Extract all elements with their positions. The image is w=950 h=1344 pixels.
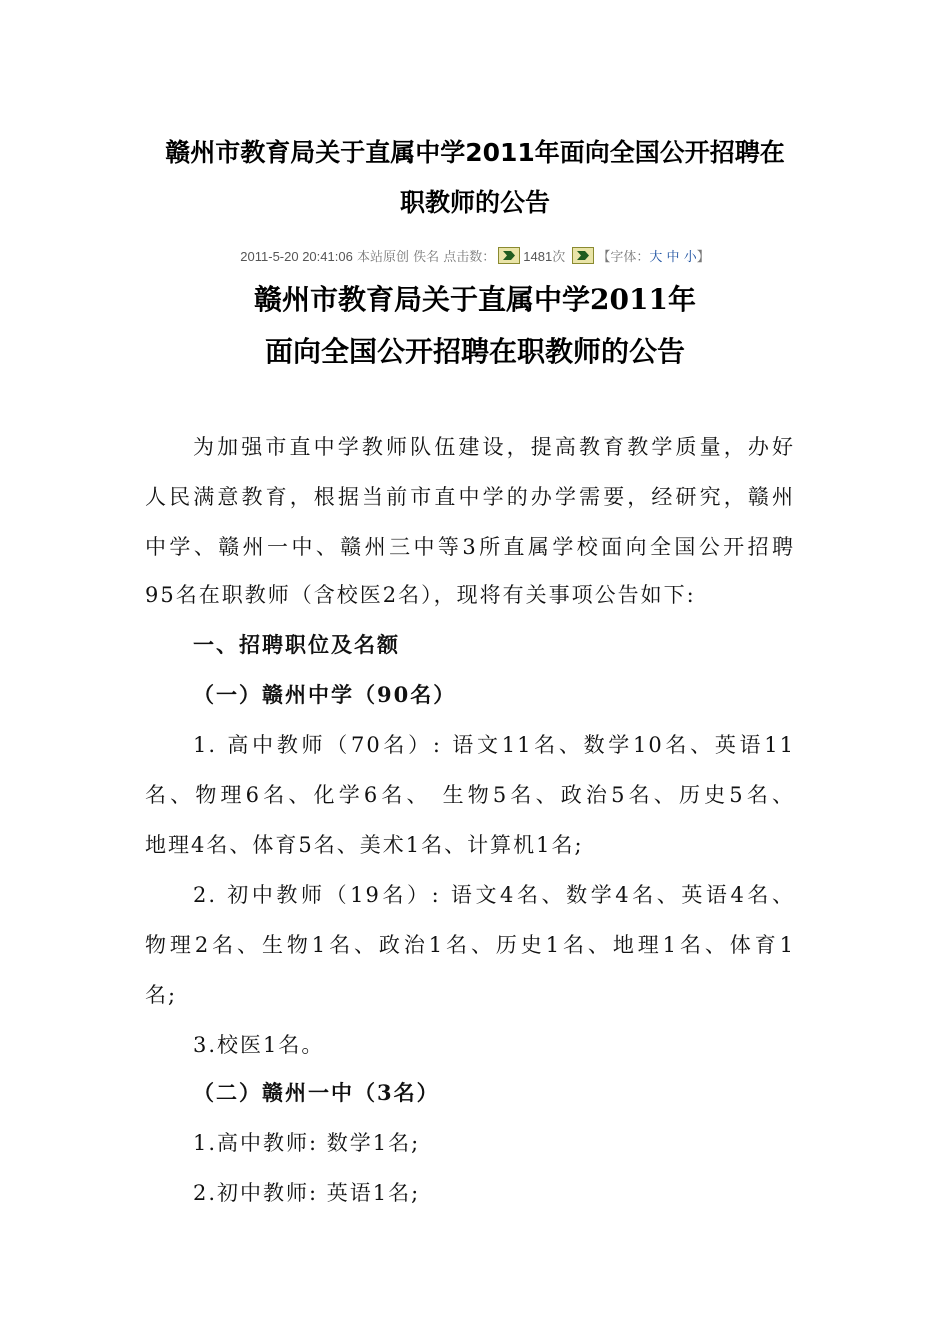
junior-teachers-line-3: 名; bbox=[145, 983, 178, 1007]
publish-datetime: 2011-5-20 20:41:06 bbox=[240, 249, 353, 264]
page-title-line-1: 赣州市教育局关于直属中学2011年面向全国公开招聘在 bbox=[165, 138, 785, 167]
hit-counter-icon bbox=[498, 247, 520, 264]
document-heading-line-1: 赣州市教育局关于直属中学2011年 bbox=[254, 283, 696, 316]
junior-teachers-line-1: 2. 初中教师（19名）: 语文4名、数学4名、英语4名、 bbox=[193, 883, 795, 907]
no1-senior-teachers-line: 1.高中教师: 数学1名; bbox=[193, 1131, 421, 1155]
hit-counter-icon-2 bbox=[572, 247, 594, 264]
senior-teachers-line-3: 地理4名、体育5名、美术1名、计算机1名; bbox=[145, 833, 584, 857]
click-count-unit: 次 bbox=[552, 250, 566, 265]
font-size-label-close: 】 bbox=[696, 250, 710, 265]
junior-teachers-line-2: 物理2名、生物1名、政治1名、历史1名、地理1名、体育1 bbox=[145, 933, 795, 957]
senior-teachers-line-2: 名、物理6名、化学6名、 生物5名、政治5名、历史5名、 bbox=[145, 783, 795, 807]
document-heading-line-2: 面向全国公开招聘在职教师的公告 bbox=[264, 335, 685, 368]
intro-line-1: 为加强市直中学教师队伍建设，提高教育教学质量，办好 bbox=[193, 435, 795, 459]
school-heading-ganzhou-no1: （二）赣州一中（3名） bbox=[193, 1080, 440, 1105]
article-author: 佚名 bbox=[413, 250, 440, 265]
click-count: 1481 bbox=[523, 249, 553, 264]
senior-teachers-line-1: 1. 高中教师（70名）: 语文11名、数学10名、英语11 bbox=[193, 733, 795, 757]
font-small-link[interactable]: 小 bbox=[683, 250, 697, 265]
font-large-link[interactable]: 大 bbox=[649, 250, 663, 265]
font-medium-link[interactable]: 中 bbox=[666, 250, 680, 265]
section-heading: 一、招聘职位及名额 bbox=[193, 632, 400, 657]
no1-junior-teachers-line: 2.初中教师: 英语1名; bbox=[193, 1181, 421, 1205]
school-heading-ganzhou-middle: （一）赣州中学（90名） bbox=[193, 682, 457, 707]
page-title-line-2: 职教师的公告 bbox=[399, 188, 550, 217]
intro-line-2: 人民满意教育，根据当前市直中学的办学需要，经研究，赣州 bbox=[145, 485, 795, 509]
intro-line-4: 95名在职教师（含校医2名），现将有关事项公告如下: bbox=[145, 583, 696, 607]
clicks-label: 点击数： bbox=[443, 250, 496, 265]
article-meta bbox=[0, 246, 950, 269]
school-doctor-line: 3.校医1名。 bbox=[193, 1033, 325, 1057]
intro-line-3: 中学、赣州一中、赣州三中等3所直属学校面向全国公开招聘 bbox=[145, 535, 795, 559]
article-source: 本站原创 bbox=[356, 250, 409, 265]
font-size-label: 【字体： bbox=[597, 250, 650, 265]
